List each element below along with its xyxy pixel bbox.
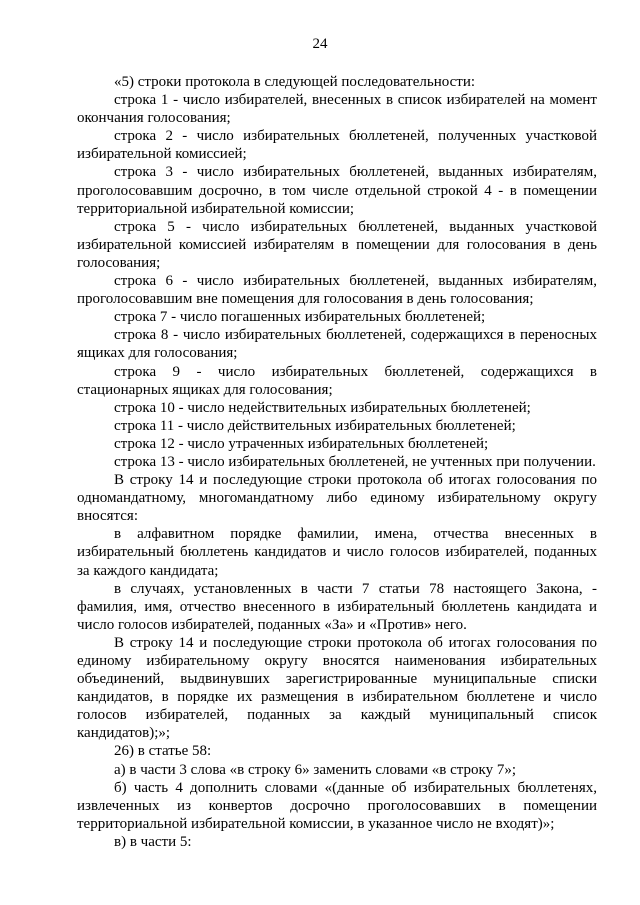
paragraph: В строку 14 и последующие строки протокола об итогах голосования по одномандатному, многомандатному либо единому избирательному округу вносятся: — [77, 472, 597, 525]
paragraph: строка 11 - число действительных избирательных бюллетеней; — [114, 417, 516, 434]
paragraph: строка 6 - число избирательных бюллетеней, выданных избирателям, проголосовавшим вне помещения для голосования в день голосования; — [77, 273, 597, 308]
paragraph: б) часть 4 дополнить словами «(данные об избирательных бюллетенях, извлеченных из конвертов досрочно проголосовавших в помещении территориальной избирательной комиссии, в указанное число не входят)»; — [77, 779, 597, 832]
paragraph: строка 2 - число избирательных бюллетеней, полученных участковой избирательной комиссией; — [77, 128, 597, 163]
paragraph: строка 12 - число утраченных избирательных бюллетеней; — [114, 435, 489, 452]
paragraph: «5) строки протокола в следующей последовательности: — [114, 74, 476, 90]
paragraph: строка 10 - число недействительных избирательных бюллетеней; — [114, 399, 531, 416]
page-number: 24 — [312, 36, 328, 52]
paragraph: в алфавитном порядке фамилии, имена, отчества внесенных в избирательный бюллетень кандидатов и число голосов избирателей, поданных за каждого кандидата; — [77, 526, 597, 579]
paragraph: строка 3 - число избирательных бюллетеней, выданных избирателям, проголосовавшим досрочно, в том числе отдельной строкой 4 - в помещении территориальной избирательной комиссии; — [77, 164, 597, 217]
paragraph: строка 5 - число избирательных бюллетеней, выданных участковой избирательной комиссией избирателям в помещении для голосования в день голосования; — [77, 218, 597, 271]
paragraph: строка 9 - число избирательных бюллетеней, содержащихся в стационарных ящиках для голосования; — [77, 363, 597, 398]
paragraph: строка 7 - число погашенных избирательных бюллетеней; — [114, 309, 486, 326]
paragraph: строка 1 - число избирателей, внесенных в список избирателей на момент окончания голосования; — [77, 92, 597, 127]
paragraph: в) в части 5: — [114, 833, 192, 850]
paragraph: строка 13 - число избирательных бюллетеней, не учтенных при получении. — [114, 453, 596, 470]
paragraph: строка 8 - число избирательных бюллетеней, содержащихся в переносных ящиках для голосования; — [77, 327, 597, 362]
paragraph: 26) в статье 58: — [114, 743, 212, 760]
paragraph: В строку 14 и последующие строки протокола об итогах голосования по единому избирательному округу вносятся наименования избирательных объединений, выдвинувших зарегистрированные муниципальные списки кандидатов, в порядке их размещения в избирательном бюллетене и число голосов избирателей, поданных за каждый муниципальный список кандидатов);»; — [77, 634, 597, 742]
document-body — [77, 73, 597, 851]
paragraph: а) в части 3 слова «в строку 6» заменить словами «в строку 7»; — [114, 761, 517, 778]
paragraph: в случаях, установленных в части 7 статьи 78 настоящего Закона, - фамилия, имя, отчество внесенного в избирательный бюллетень кандидата и число голосов избирателей, поданных «За» и «Против» него. — [77, 580, 597, 633]
